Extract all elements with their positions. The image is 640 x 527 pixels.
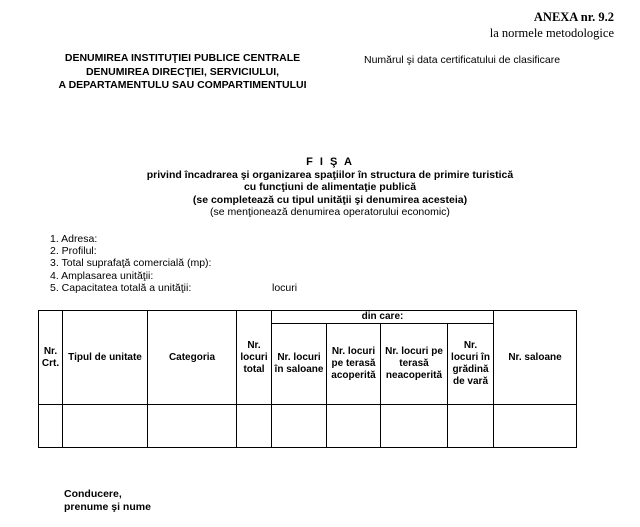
table-cell[interactable] [148,405,237,448]
table-cell[interactable] [272,405,327,448]
form-subtitle-line: (se menţionează denumirea operatorului economic) [210,206,450,218]
form-subtitle-line: cu funcţiuni de alimentaţie publică [243,181,417,193]
header-nr-crt: Nr. Crt. [39,311,63,405]
header-terasa-neacoperita: Nr. locuri pe terasă neacoperită [381,324,448,405]
signature-line: Conducere, [64,488,122,500]
table-cell[interactable] [237,405,272,448]
institution-line: DENUMIREA DIRECŢIEI, SERVICIULUI, [85,65,280,78]
form-subtitle-line: privind încadrarea şi organizarea spaţiilor în structura de primire turistică [146,168,514,181]
field-location: 4. Amplasarea unităţii: [50,269,154,282]
institution-line: DENUMIREA INSTITUŢIEI PUBLICE CENTRALE [64,52,301,64]
header-tip-unitate: Tipul de unitate [63,311,148,405]
form-title: F I Ş A [306,156,354,168]
table-cell[interactable] [63,405,148,448]
capacity-unit: locuri [272,282,298,294]
capacity-table [38,310,577,448]
annex-subtitle: la normele metodologice [489,26,614,40]
header-locuri-saloane: Nr. locuri în saloane [272,324,327,405]
field-profile: 2. Profilul: [50,245,97,258]
header-gradina-vara: Nr. locuri în grădină de vară [448,324,494,405]
field-list [50,233,211,294]
table-row [39,405,577,448]
institution-header [50,52,315,93]
table-cell[interactable] [494,405,577,448]
institution-line: A DEPARTAMENTULU SAU COMPARTIMENTULUI [58,79,307,91]
table-cell[interactable] [327,405,381,448]
header-nr-saloane: Nr. saloane [494,311,577,405]
field-address: 1. Adresa: [50,233,98,245]
signature-line: prenume şi nume [64,501,151,513]
table-cell[interactable] [448,405,494,448]
header-locuri-total: Nr. locuri total [237,311,272,405]
header-group-din-care: din care: [272,311,494,324]
annex-title: ANEXA nr. 9.2 [533,10,614,24]
form-subtitle-line: (se completează cu tipul unităţii şi denumirea acesteia) [192,193,468,206]
certificate-label: Numărul şi data certificatului de clasificare [364,54,561,66]
field-capacity: 5. Capacitatea totală a unităţii: [50,281,192,294]
table-cell[interactable] [381,405,448,448]
field-surface: 3. Total suprafaţă comercială (mp): [50,257,212,270]
header-terasa-acoperita: Nr. locuri pe terasă acoperită [327,324,381,405]
form-title-block [140,156,520,219]
header-categoria: Categoria [148,311,237,405]
table-cell[interactable] [39,405,63,448]
signature-block [64,488,151,514]
